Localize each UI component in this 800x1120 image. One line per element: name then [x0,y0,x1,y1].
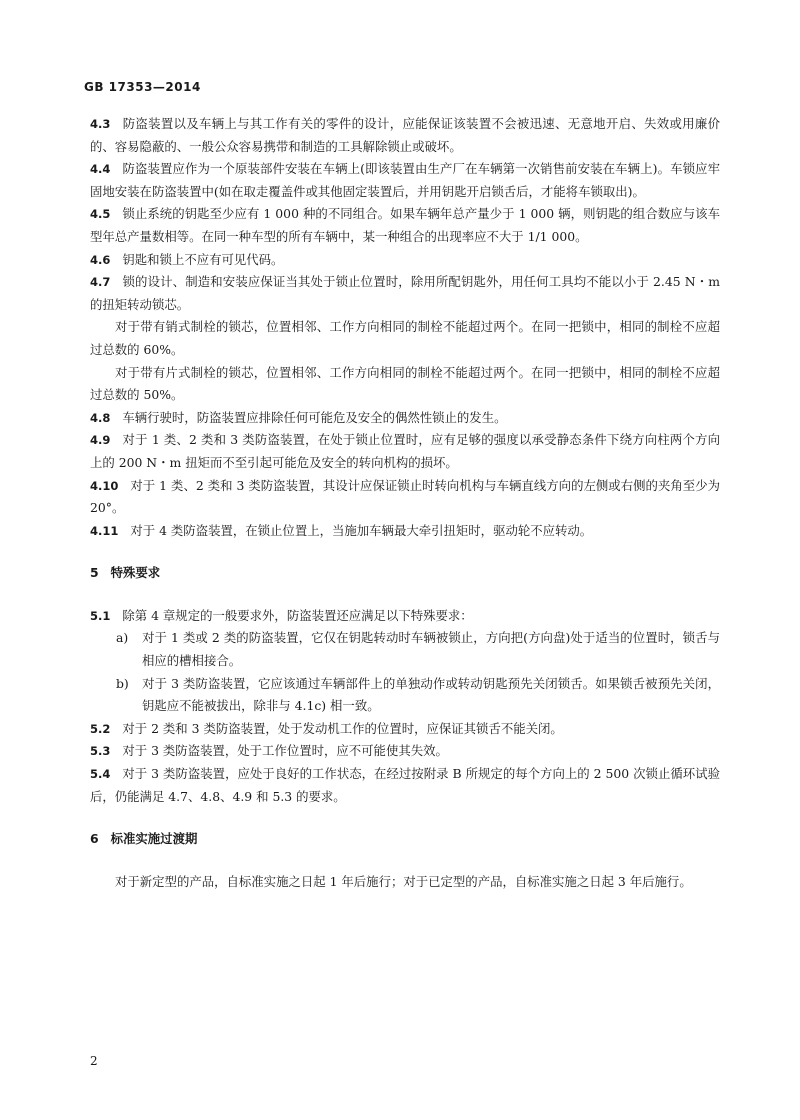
section-number: 5 [90,565,99,581]
standard-number: GB 17353—2014 [84,80,201,94]
clause-4-7-pin-tumbler: 对于带有销式制栓的锁芯，位置相邻、工作方向相同的制栓不能超过两个。在同一把锁中，相同的制栓不应超过总数的 60%。 [90,319,720,357]
clause-4-6 [90,249,720,272]
clause-4-8 [90,407,720,430]
section-6-heading [90,828,720,851]
clause-text: 锁止系统的钥匙至少应有 1 000 种的不同组合。如果车辆年总产量少于 1 000 辆，则钥匙的组合数应与该车型年总产量数相等。在同一种车型的所有车辆中，某一种组合的出现率应不大于 1/1 000。 [90,206,720,244]
list-marker: a) [116,630,129,646]
section-title: 特殊要求 [110,565,161,581]
clause-4-5 [90,203,720,248]
list-item-text: 对于 1 类或 2 类的防盗装置，它仅在钥匙转动时车辆被锁止，方向把(方向盘)处于适当的位置时，锁舌与相应的槽相接合。 [142,630,720,669]
clause-number: 5.4 [90,767,111,782]
clause-text: 锁的设计、制造和安装应保证当其处于锁止位置时，除用所配钥匙外，用任何工具均不能以小于 2.45 N・m 的扭矩转动锁芯。 [90,274,720,312]
clause-5-3 [90,740,720,763]
list-item-text: 对于 3 类防盗装置，它应该通过车辆部件上的单独动作或转动钥匙预先关闭锁舌。如果锁舌被预先关闭，钥匙应不能被拔出，除非与 4.1c) 相一致。 [142,675,720,714]
clause-text: 防盗装置应作为一个原装部件安装在车辆上(即该装置由生产厂在车辆第一次销售前安装在车辆上)。车锁应牢固地安装在防盗装置中(如在取走覆盖件或其他固定装置后，并用钥匙开启锁舌后，才能将车锁取出)。 [90,161,720,199]
clause-number: 4.9 [90,433,111,448]
clause-number: 5.1 [90,608,111,623]
clause-text: 对于 4 类防盗装置，在锁止位置上，当施加车辆最大牵引扭矩时，驱动轮不应转动。 [130,522,593,538]
section-title: 标准实施过渡期 [110,831,198,847]
section-6-text: 对于新定型的产品，自标准实施之日起 1 年后施行；对于已定型的产品，自标准实施之日起 3 年后施行。 [115,873,692,889]
clause-text: 除第 4 章规定的一般要求外，防盗装置还应满足以下特殊要求： [122,607,473,623]
clause-text: 防盗装置以及车辆上与其工作有关的零件的设计，应能保证该装置不会被迅速、无意地开启、失效或用廉价的、容易隐蔽的、一般公众容易携带和制造的工具解除锁止或破坏。 [90,116,720,154]
page-number: 2 [90,1054,98,1068]
clause-text: 对于 3 类防盗装置，处于工作位置时，应不可能使其失效。 [122,743,448,759]
list-marker: b) [116,675,129,691]
clause-5-2 [90,718,720,741]
clause-4-11 [90,520,720,543]
clause-number: 4.11 [90,523,119,538]
section-5-heading [90,562,720,585]
clause-4-10 [90,475,720,520]
clause-4-9 [90,429,720,474]
clause-number: 4.3 [90,117,111,131]
clause-text: 车辆行驶时，防盗装置应排除任何可能危及安全的偶然性锁止的发生。 [122,409,507,425]
clause-number: 4.5 [90,207,111,222]
clause-number: 5.3 [90,744,111,759]
section-number: 6 [90,831,99,847]
clause-text: 对于 3 类防盗装置，应处于良好的工作状态，在经过按附录 B 所规定的每个方向上的 2 500 次锁止循环试验后，仍能满足 4.7、4.8、4.9 和 5.3 的要求。 [90,766,720,804]
clause-number: 4.4 [90,162,111,177]
clause-number: 5.2 [90,721,111,736]
clause-number: 4.8 [90,410,111,425]
clause-text: 对于 1 类、2 类和 3 类防盗装置，其设计应保证锁止时转向机构与车辆直线方向的左侧或右侧的夹角至少为 20°。 [90,477,720,516]
clause-number: 4.6 [90,252,111,267]
document-body [90,113,720,893]
clause-number: 4.10 [90,478,119,493]
clause-text: 钥匙和锁上不应有可见代码。 [122,251,284,267]
clause-5-1 [90,605,720,628]
clause-5-1-b [90,673,720,718]
clause-5-1-a [90,627,720,672]
clause-4-4 [90,158,720,203]
clause-text: 对于 2 类和 3 类防盗装置，处于发动机工作的位置时，应保证其锁舌不能关闭。 [122,720,563,736]
clause-5-4 [90,763,720,808]
clause-number: 4.7 [90,275,111,290]
clause-4-3 [90,113,720,158]
clause-4-7 [90,271,720,316]
clause-4-7-wafer-tumbler: 对于带有片式制栓的锁芯，位置相邻、工作方向相同的制栓不能超过两个。在同一把锁中，相同的制栓不应超过总数的 50%。 [90,364,720,403]
clause-text: 对于 1 类、2 类和 3 类防盗装置，在处于锁止位置时，应有足够的强度以承受静态条件下绕方向柱两个方向上的 200 N・m 扭矩而不至引起可能危及安全的转向机构的损坏。 [90,432,720,470]
